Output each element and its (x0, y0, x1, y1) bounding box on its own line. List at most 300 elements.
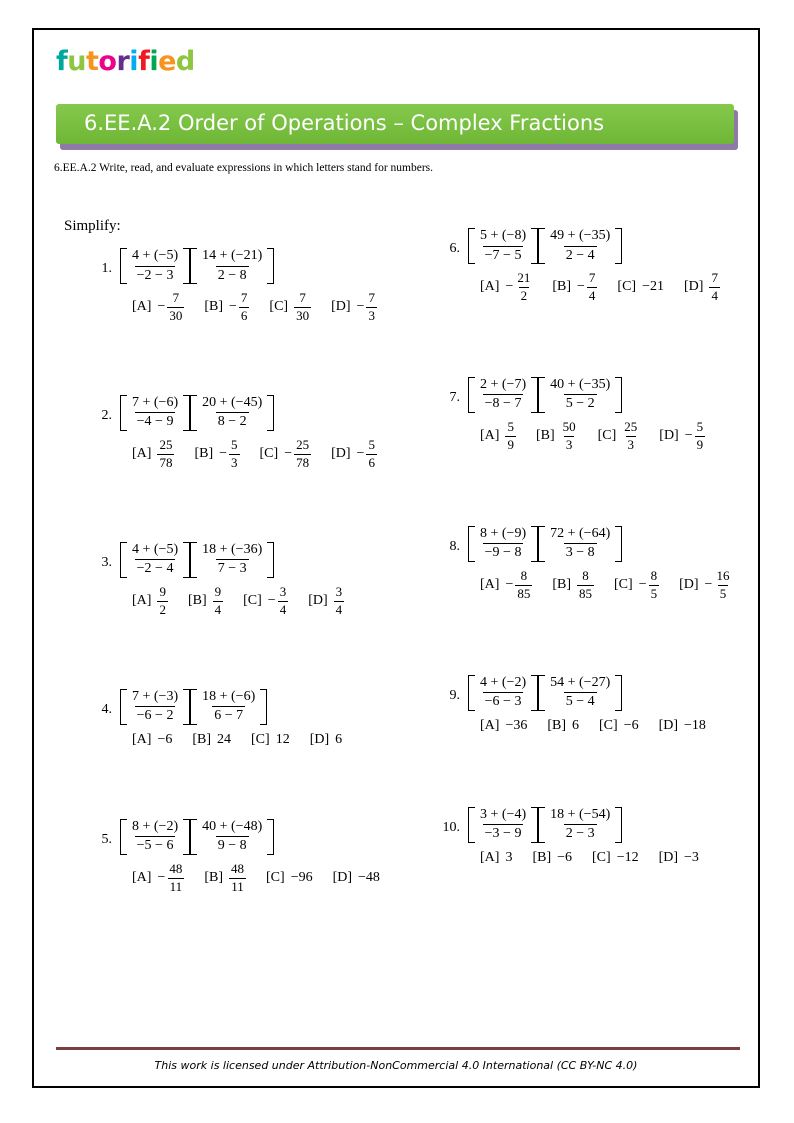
answer-choice[interactable] (599, 718, 639, 734)
answer-choice[interactable] (194, 438, 239, 471)
fraction-numerator: 9 (159, 583, 166, 599)
fraction (197, 818, 267, 856)
fraction (127, 247, 183, 285)
fraction-numerator: 9 (214, 583, 222, 599)
bracketed-fraction (468, 227, 538, 265)
question-expression (112, 392, 274, 432)
question-item (434, 523, 774, 602)
fraction-denominator: 6 − 7 (214, 708, 244, 724)
bracketed-fraction (190, 541, 274, 579)
answer-label: [C] (592, 849, 611, 865)
fraction-numerator: 8 + (−2) (132, 818, 179, 834)
answer-label: [B] (532, 849, 552, 865)
logo-letter-9: d (175, 46, 195, 77)
fraction (366, 438, 377, 471)
bracket-left-icon (468, 227, 475, 265)
fraction-numerator: 25 (624, 418, 638, 434)
fraction (366, 291, 377, 324)
answer-label: [A] (132, 870, 152, 886)
answer-choice[interactable] (480, 420, 516, 453)
answer-choice[interactable] (310, 732, 342, 748)
bracket-right-icon (183, 818, 190, 856)
question-item (434, 374, 774, 453)
question-expression (460, 672, 622, 712)
fraction-numerator: 3 + (−4) (480, 806, 527, 822)
fraction-denominator: 4 (711, 287, 718, 303)
answer-choice[interactable] (308, 585, 344, 618)
answer-value: −36 (505, 717, 528, 733)
fraction (197, 541, 267, 579)
fraction-denominator: 2 (520, 287, 528, 303)
questions-column-right (434, 225, 774, 936)
fraction-denominator: 2 (159, 601, 166, 617)
fraction (475, 227, 531, 265)
fraction (505, 420, 516, 453)
question-expression-row (434, 523, 774, 563)
fraction-denominator: 78 (296, 454, 310, 470)
fraction-denominator: 2 − 8 (217, 267, 247, 283)
answer-choices (434, 414, 774, 453)
fraction-denominator: 6 (368, 454, 375, 470)
fraction-numerator: 7 + (−3) (132, 688, 179, 704)
fraction-numerator: 7 (711, 270, 718, 286)
fraction-denominator: 2 − 4 (565, 247, 595, 263)
answer-choice[interactable] (266, 870, 313, 886)
answer-choice[interactable] (132, 732, 172, 748)
bracketed-fraction (190, 247, 274, 285)
logo-letter-3: o (98, 46, 117, 77)
instruction-label: Simplify: (64, 218, 121, 234)
fraction-numerator: 7 + (−6) (132, 394, 179, 410)
question-number: 1. (101, 261, 112, 276)
answer-label: [C] (269, 299, 289, 315)
fraction-numerator: 25 (296, 436, 310, 452)
answer-choice[interactable] (480, 569, 532, 602)
bracket-right-icon (183, 688, 190, 726)
bracketed-fraction (468, 525, 538, 563)
page-title: 6.EE.A.2 Order of Operations – Complex Fractions (84, 111, 605, 135)
bracketed-fraction (120, 541, 190, 579)
question-expression-row (86, 686, 426, 726)
fraction (545, 674, 615, 712)
fraction-denominator: 85 (579, 585, 593, 601)
fraction (229, 862, 246, 895)
fraction-denominator: 6 (240, 307, 248, 323)
answer-choice[interactable] (659, 718, 706, 734)
bracketed-fraction (538, 525, 622, 563)
question-item (434, 804, 774, 866)
bracket-right-icon (267, 541, 274, 579)
fraction-denominator: −2 − 4 (136, 561, 174, 577)
fraction-numerator: 5 (507, 418, 514, 434)
bracketed-fraction (120, 247, 190, 285)
fraction-denominator: 4 (279, 601, 287, 617)
question-expression (460, 523, 622, 563)
fraction-numerator: 40 + (−48) (202, 818, 263, 834)
fraction-denominator: 78 (159, 454, 173, 470)
answer-label: [A] (480, 428, 500, 444)
logo-letter-7: i (149, 46, 159, 77)
answer-label: [C] (251, 731, 270, 747)
answer-choice[interactable] (659, 850, 699, 866)
answer-choice[interactable] (679, 569, 731, 602)
question-number: 6. (449, 241, 460, 256)
fraction-numerator: 7 (172, 290, 180, 306)
question-item (86, 686, 426, 748)
answer-sign: − (157, 870, 166, 886)
fraction-numerator: 50 (562, 418, 576, 434)
fraction-numerator: 54 + (−27) (550, 674, 611, 690)
bracket-left-icon (468, 376, 475, 414)
answer-sign: − (505, 279, 514, 295)
answer-label: [B] (187, 593, 207, 609)
fraction-numerator: 25 (159, 436, 173, 452)
answer-choices (86, 726, 426, 748)
fraction-numerator: 7 (240, 290, 248, 306)
futorified-logo (56, 46, 195, 77)
fraction (475, 376, 531, 414)
fraction-numerator: 49 + (−35) (550, 228, 611, 243)
fraction-denominator: 3 − 8 (565, 545, 595, 561)
answer-choice[interactable] (547, 718, 579, 734)
answer-label: [A] (480, 577, 500, 593)
bracketed-fraction (468, 806, 538, 844)
fraction-denominator: −7 − 5 (484, 247, 522, 263)
answer-value: −21 (642, 279, 664, 295)
fraction (167, 862, 184, 895)
fraction (545, 376, 615, 414)
fraction-denominator: −6 − 2 (136, 708, 174, 724)
fraction-numerator: 2 + (−7) (480, 376, 527, 392)
fraction-denominator: 5 (650, 585, 658, 601)
bracket-left-icon (190, 394, 197, 432)
answer-label: [D] (658, 849, 679, 865)
fraction (167, 291, 184, 324)
bracket-right-icon (615, 525, 622, 563)
fraction (157, 438, 174, 471)
bracket-left-icon (468, 806, 475, 844)
question-number: 3. (101, 554, 112, 570)
fraction (197, 394, 267, 432)
answer-sign: − (219, 446, 228, 462)
question-expression-row (434, 374, 774, 414)
fraction-denominator: 11 (231, 878, 244, 894)
answer-choice[interactable] (331, 438, 377, 471)
bracket-right-icon (183, 394, 190, 432)
answer-value: −6 (623, 717, 639, 733)
answer-label: [C] (266, 870, 285, 886)
answer-value: −3 (684, 849, 699, 865)
answer-choice[interactable] (480, 850, 512, 866)
question-item (86, 816, 426, 895)
fraction (515, 271, 532, 304)
answer-choice[interactable] (188, 585, 223, 618)
question-expression-row (86, 539, 426, 579)
answer-value: 6 (335, 731, 343, 747)
question-number: 4. (101, 701, 112, 717)
fraction-numerator: 18 + (−54) (550, 806, 611, 822)
bracket-right-icon (531, 376, 538, 414)
answer-choice[interactable] (684, 271, 720, 304)
answer-choice[interactable] (614, 569, 659, 602)
fraction (157, 585, 168, 618)
question-expression (112, 245, 274, 285)
fraction-numerator: 48 (231, 860, 245, 876)
answer-label: [D] (658, 717, 679, 733)
answer-label: [D] (659, 428, 679, 444)
answer-sign: − (638, 577, 647, 593)
fraction (294, 438, 311, 471)
logo-letter-0: f (56, 46, 68, 77)
answer-value: 12 (275, 731, 290, 747)
answer-label: [D] (679, 577, 699, 593)
fraction-denominator: 85 (517, 585, 531, 601)
answer-choice[interactable] (480, 271, 532, 304)
answer-choice[interactable] (536, 420, 578, 453)
fraction (545, 227, 615, 265)
bracket-left-icon (120, 818, 127, 856)
answer-sign: − (577, 279, 585, 295)
fraction-denominator: 5 − 2 (565, 396, 595, 412)
answer-choice[interactable] (552, 271, 597, 304)
bracket-left-icon (120, 688, 127, 726)
answer-sign: − (229, 299, 237, 315)
bracketed-fraction (190, 818, 274, 856)
answer-label: [D] (332, 870, 353, 886)
fraction-numerator: 21 (517, 270, 531, 286)
title-banner (56, 104, 740, 150)
answer-choice[interactable] (132, 585, 168, 618)
license-footer: This work is licensed under Attribution-NonCommercial 4.0 International (CC BY-NC 4.0) (154, 1059, 638, 1072)
question-expression-row (86, 245, 426, 285)
logo-letter-6: f (138, 46, 150, 77)
answer-label: [A] (480, 279, 500, 295)
fraction-denominator: 3 (627, 436, 635, 452)
answer-choice[interactable] (592, 850, 639, 866)
question-number: 2. (101, 407, 112, 423)
question-expression (460, 804, 622, 844)
bracket-left-icon (120, 541, 127, 579)
answer-label: [C] (614, 577, 633, 593)
fraction-numerator: 8 (582, 567, 589, 583)
fraction-numerator: 3 (335, 583, 343, 599)
fraction (515, 569, 532, 602)
fraction (561, 420, 578, 453)
fraction-denominator: 11 (169, 878, 183, 894)
answer-choice[interactable] (617, 279, 664, 295)
fraction (294, 291, 311, 324)
answer-choices (434, 563, 774, 602)
answer-choices (86, 579, 426, 618)
bracket-left-icon (120, 247, 127, 285)
fraction (197, 247, 267, 285)
fraction-denominator: 9 − 8 (217, 838, 247, 854)
fraction (127, 541, 183, 579)
fraction (278, 585, 289, 618)
fraction-denominator: 8 − 2 (217, 414, 247, 430)
fraction (475, 525, 531, 563)
bracket-right-icon (267, 394, 274, 432)
bracketed-fraction (538, 806, 622, 844)
fraction-denominator: −3 − 9 (484, 826, 522, 842)
bracket-left-icon (468, 674, 475, 712)
fraction-denominator: −2 − 3 (136, 267, 174, 283)
bracketed-fraction (538, 376, 622, 414)
logo-letter-1: u (67, 46, 86, 77)
answer-label: [A] (132, 593, 152, 609)
fraction-numerator: 8 (520, 567, 528, 583)
answer-choice[interactable] (269, 291, 311, 324)
fraction-numerator: 7 (299, 290, 306, 306)
answer-value: −6 (557, 849, 573, 865)
question-item (434, 672, 774, 734)
answer-choices (434, 844, 774, 866)
logo-letter-2: t (85, 46, 99, 77)
fraction-denominator: 3 (368, 307, 375, 323)
bracket-right-icon (531, 227, 538, 265)
answer-choice[interactable] (659, 420, 705, 453)
bracketed-fraction (538, 674, 622, 712)
answer-choice[interactable] (204, 291, 249, 324)
answer-sign: − (356, 446, 365, 462)
fraction (587, 271, 598, 304)
bracket-left-icon (468, 525, 475, 563)
bracket-right-icon (267, 247, 274, 285)
bracket-right-icon (267, 818, 274, 856)
fraction (545, 806, 615, 844)
question-expression-row (86, 392, 426, 432)
answer-value: −96 (290, 870, 313, 886)
answer-choices (434, 712, 774, 734)
fraction-denominator: 9 (507, 436, 514, 452)
bracket-left-icon (190, 541, 197, 579)
bracket-right-icon (615, 806, 622, 844)
fraction-numerator: 4 + (−2) (480, 674, 527, 690)
fraction-numerator: 5 + (−8) (480, 228, 527, 243)
footer-divider (56, 1047, 740, 1050)
answer-label: [A] (132, 299, 152, 315)
bracket-right-icon (531, 806, 538, 844)
answer-choice[interactable] (132, 291, 184, 324)
fraction-numerator: 8 + (−9) (480, 525, 527, 541)
fraction-denominator: −6 − 3 (484, 694, 522, 710)
answer-label: [D] (309, 731, 330, 747)
answer-choice[interactable] (532, 850, 572, 866)
fraction-numerator: 7 (588, 270, 596, 286)
fraction (714, 569, 731, 602)
bracket-right-icon (260, 688, 267, 726)
bracket-left-icon (190, 818, 197, 856)
answer-label: [D] (331, 299, 351, 315)
answer-choice[interactable] (243, 585, 288, 618)
fraction-denominator: 30 (169, 307, 183, 323)
fraction-denominator: 3 (231, 454, 238, 470)
answer-choices (86, 856, 426, 895)
bracket-left-icon (538, 525, 545, 563)
fraction-numerator: 5 (696, 418, 704, 434)
answer-sign: − (704, 577, 713, 593)
logo-letter-4: r (116, 46, 130, 77)
answer-label: [B] (204, 299, 224, 315)
question-item (86, 392, 426, 471)
fraction (213, 585, 224, 618)
answer-label: [B] (204, 870, 224, 886)
answer-value: −48 (358, 870, 380, 886)
question-expression (112, 539, 274, 579)
answer-choice[interactable] (598, 420, 640, 453)
bracket-right-icon (531, 525, 538, 563)
answer-value: 3 (505, 849, 513, 865)
bracket-left-icon (538, 227, 545, 265)
fraction-denominator: 3 (565, 436, 573, 452)
fraction-numerator: 5 (231, 436, 238, 452)
answer-label: [C] (599, 717, 618, 733)
fraction-denominator: 4 (335, 601, 343, 617)
answer-choice[interactable] (260, 438, 312, 471)
answer-label: [C] (617, 279, 637, 295)
bracket-left-icon (120, 394, 127, 432)
bracket-left-icon (538, 806, 545, 844)
fraction-numerator: 72 + (−64) (550, 525, 611, 541)
question-expression (112, 816, 274, 856)
answer-choice[interactable] (333, 870, 380, 886)
question-number: 7. (449, 389, 460, 405)
answer-choice[interactable] (480, 718, 527, 734)
bracketed-fraction (190, 394, 274, 432)
answer-choice[interactable] (204, 862, 246, 895)
answer-value: −12 (616, 849, 639, 865)
bracket-right-icon (615, 227, 622, 265)
answer-choice[interactable] (192, 732, 231, 748)
question-expression-row (86, 816, 426, 856)
fraction (577, 569, 594, 602)
question-number: 10. (442, 819, 460, 835)
bracket-right-icon (531, 674, 538, 712)
bracket-right-icon (183, 541, 190, 579)
fraction (649, 569, 660, 602)
answer-sign: − (356, 299, 365, 315)
question-number: 9. (449, 687, 460, 703)
answer-label: [B] (547, 717, 567, 733)
answer-choice[interactable] (132, 862, 184, 895)
fraction-denominator: 7 − 3 (217, 561, 247, 577)
question-number: 5. (101, 831, 112, 847)
fraction (127, 394, 183, 432)
fraction (475, 674, 531, 712)
fraction (127, 688, 183, 726)
answer-sign: − (684, 428, 693, 444)
fraction (475, 806, 531, 844)
fraction (197, 688, 260, 726)
answer-choice[interactable] (251, 732, 290, 748)
bracket-left-icon (538, 674, 545, 712)
fraction-numerator: 14 + (−21) (202, 248, 263, 263)
answer-value: 24 (217, 731, 232, 747)
fraction-denominator: −9 − 8 (484, 545, 522, 561)
question-expression-row (434, 672, 774, 712)
bracketed-fraction (468, 376, 538, 414)
answer-value: −6 (157, 731, 173, 747)
answer-choice[interactable] (331, 291, 377, 324)
bracket-right-icon (615, 376, 622, 414)
answer-label: [C] (597, 428, 617, 444)
bracket-left-icon (190, 247, 197, 285)
answer-label: [B] (552, 577, 572, 593)
answer-choice[interactable] (552, 569, 594, 602)
fraction-denominator: 5 (719, 585, 727, 601)
question-expression-row (434, 804, 774, 844)
answer-choice[interactable] (132, 438, 174, 471)
